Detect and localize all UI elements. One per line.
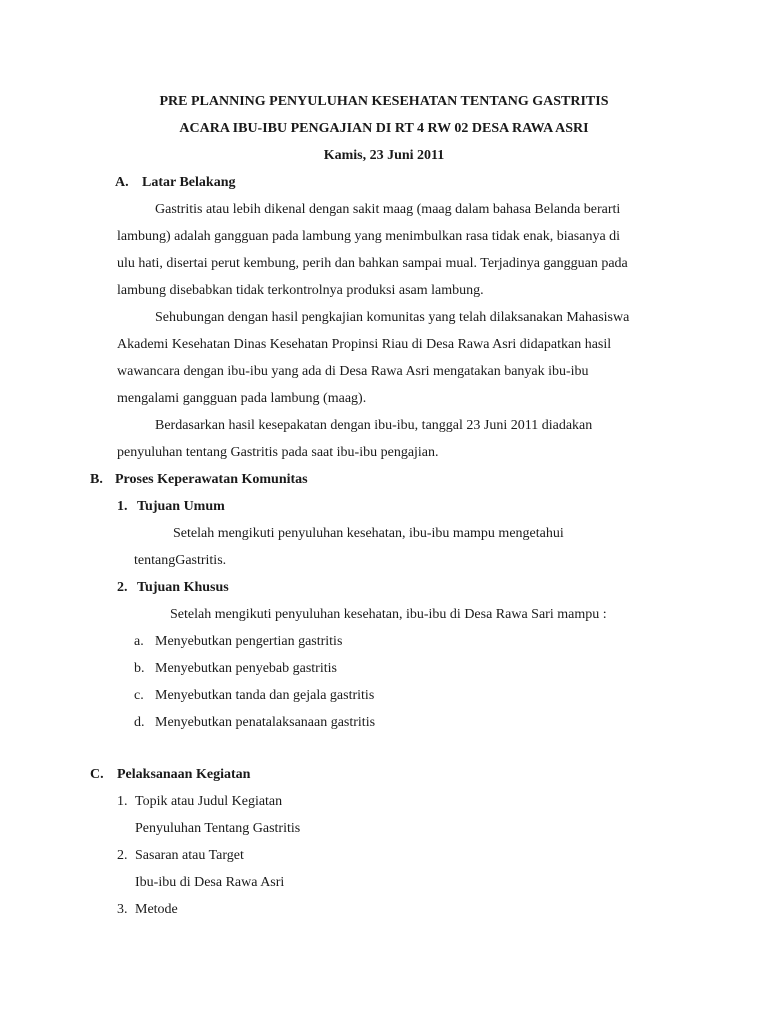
- document-title: PRE PLANNING PENYULUHAN KESEHATAN TENTANG GASTRITIS: [159, 94, 609, 109]
- list-item-value: Ibu-ibu di Desa Rawa Asri: [135, 875, 285, 890]
- list-item: Menyebutkan pengertian gastritis: [155, 634, 343, 649]
- paragraph-line: penyuluhan tentang Gastritis pada saat ibu-ibu pengajian.: [117, 445, 439, 460]
- list-item-label: Sasaran atau Target: [135, 848, 244, 863]
- list-item: Menyebutkan penatalaksanaan gastritis: [155, 715, 376, 730]
- document-subtitle: ACARA IBU-IBU PENGAJIAN DI RT 4 RW 02 DESA RAWA ASRI: [179, 121, 589, 136]
- paragraph-line: lambung disebabkan tidak terkontrolnya produksi asam lambung.: [117, 283, 484, 298]
- list-item-marker: a.: [134, 634, 144, 649]
- paragraph-line: mengalami gangguan pada lambung (maag).: [117, 391, 367, 406]
- paragraph-line: Berdasarkan hasil kesepakatan dengan ibu-ibu, tanggal 23 Juni 2011 diadakan: [155, 418, 593, 433]
- paragraph-line: wawancara dengan ibu-ibu yang ada di Desa Rawa Asri mengatakan banyak ibu-ibu: [117, 364, 589, 379]
- paragraph-line: ulu hati, disertai perut kembung, perih dan bahkan sampai mual. Terjadinya gangguan pada: [117, 256, 628, 271]
- list-item-label: Metode: [135, 902, 178, 917]
- list-item-label: Topik atau Judul Kegiatan: [135, 794, 283, 809]
- list-item-value: Penyuluhan Tentang Gastritis: [135, 821, 301, 836]
- paragraph-line: Setelah mengikuti penyuluhan kesehatan, ibu-ibu mampu mengetahui: [173, 526, 564, 541]
- paragraph-line: Setelah mengikuti penyuluhan kesehatan, ibu-ibu di Desa Rawa Sari mampu :: [170, 607, 607, 622]
- list-item: Menyebutkan penyebab gastritis: [155, 661, 337, 676]
- list-item-marker: d.: [134, 715, 145, 730]
- section-c-marker: C.: [90, 767, 104, 782]
- list-item-marker: 2.: [117, 848, 128, 863]
- subsection-heading: Tujuan Khusus: [137, 580, 229, 595]
- subsection-heading: Tujuan Umum: [137, 499, 225, 514]
- paragraph-line: tentangGastritis.: [134, 553, 227, 568]
- subsection-marker: 2.: [117, 580, 128, 595]
- section-b-heading: Proses Keperawatan Komunitas: [115, 472, 308, 487]
- section-b-marker: B.: [90, 472, 103, 487]
- section-a-marker: A.: [115, 175, 129, 190]
- list-item-marker: b.: [134, 661, 145, 676]
- paragraph-line: Sehubungan dengan hasil pengkajian komunitas yang telah dilaksanakan Mahasiswa: [155, 310, 630, 325]
- list-item: Menyebutkan tanda dan gejala gastritis: [155, 688, 375, 703]
- document-date: Kamis, 23 Juni 2011: [323, 148, 445, 163]
- list-item-marker: 1.: [117, 794, 128, 809]
- section-a-heading: Latar Belakang: [142, 175, 236, 190]
- subsection-marker: 1.: [117, 499, 128, 514]
- paragraph-line: lambung) adalah gangguan pada lambung yang menimbulkan rasa tidak enak, biasanya di: [117, 229, 621, 244]
- section-c-heading: Pelaksanaan Kegiatan: [117, 767, 251, 782]
- list-item-marker: c.: [134, 688, 144, 703]
- paragraph-line: Akademi Kesehatan Dinas Kesehatan Propinsi Riau di Desa Rawa Asri didapatkan hasil: [117, 337, 612, 352]
- paragraph-line: Gastritis atau lebih dikenal dengan sakit maag (maag dalam bahasa Belanda berarti: [155, 202, 621, 217]
- list-item-marker: 3.: [117, 902, 128, 917]
